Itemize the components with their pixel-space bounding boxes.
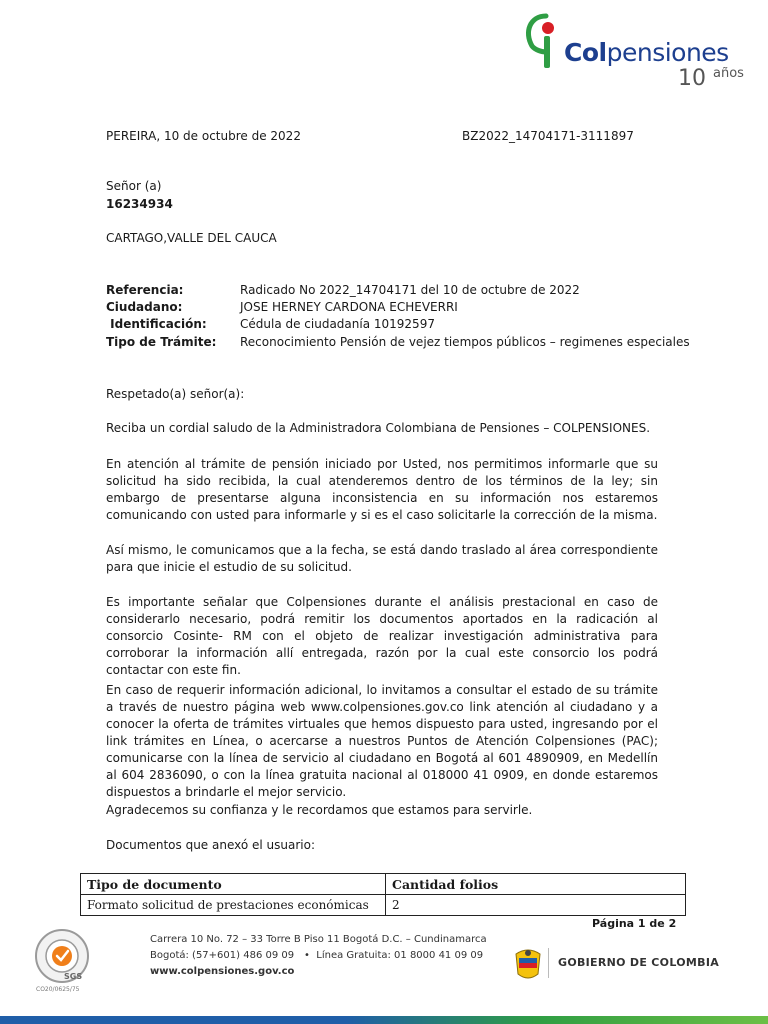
ref-label: Referencia: [106,283,184,297]
citizen-value: JOSE HERNEY CARDONA ECHEVERRI [240,300,458,314]
footer-toll-free [304,948,483,964]
footer-address: Carrera 10 No. 72 – 33 Torre B Piso 11 Bogotá D.C. – Cundinamarca [150,934,487,945]
recipient-id: 16234934 [106,197,173,211]
footer-phone: Bogotá: (57+601) 486 09 09 [150,950,295,961]
paragraph-6: Agradecemos su confianza y le recordamos que estamos para servirle. [106,803,533,817]
footer-toll-free-text: Línea Gratuita: 01 8000 41 09 09 [316,950,484,961]
footer-website[interactable]: www.colpensiones.gov.co [150,966,295,977]
brand-wordmark: Colpensiones [564,38,729,67]
recipient-salutation: Señor (a) [106,179,162,193]
cell-document-type: Formato solicitud de prestaciones económicas [81,895,386,916]
certificate-code: CO20/0625/75 [36,986,80,993]
recipient-city: CARTAGO,VALLE DEL CAUCA [106,231,277,245]
procedure-type-label: Tipo de Trámite: [106,335,217,349]
gov-label: GOBIERNO DE COLOMBIA [558,956,720,969]
sgs-certification-badge [34,928,94,988]
footer-phone-separator: • [304,950,317,961]
colombia-coat-of-arms-icon [510,944,546,984]
procedure-type-value: Reconocimiento Pensión de vejez tiempos públicos – regimenes especiales [240,335,690,349]
citizen-label: Ciudadano: [106,300,183,314]
paragraph-2: En atención al trámite de pensión iniciado por Usted, nos permitimos informarle que su solicitud ha sido recibida, la cual atenderemos dentro de los términos de la ley; sin embargo de presentarse alguna inconsistencia en su información nos estaremos comunicando con usted para informarle y si es el caso solicitarle la corrección de la misma. [106,457,658,522]
colpensiones-logo [520,12,750,92]
paragraph-1: Reciba un cordial saludo de la Administradora Colombiana de Pensiones – COLPENSIONES. [106,421,651,435]
column-header-folio-count: Cantidad folios [386,874,686,895]
anniversary-mark: 10 $^{años}$ [678,66,744,91]
sgs-label: SGS [64,972,83,981]
attachments-intro: Documentos que anexó el usuario: [106,838,316,852]
table-header-row [81,874,686,895]
paragraph-5: En caso de requerir información adicional, lo invitamos a consultar el estado de su trámite a través de nuestro página web www.colpensiones.gov.co link atención al ciudadano y a conocer la oferta de trámites virtuales que hemos dispuesto para usted, ingresando por el link trámites en Línea, o acercarse a nuestros Puntos de Atención Colpensiones (PAC); comunicarse con la línea de servicio al ciudadano en Bogotá al 601 4890909, en Medellín al 604 2836090, o con la línea gratuita nacional al 018000 41 0909, en donde estaremos dispuestos a brindarle el mejor servicio. [106,683,658,799]
government-logo [510,944,750,984]
cell-folio-count: 2 [386,895,686,916]
footer-color-bar [0,1016,768,1024]
reference-code: BZ2022_14704171-3111897 [462,129,634,143]
paragraph-4: Es importante señalar que Colpensiones durante el análisis prestacional en caso de considerarlo necesario, podrá remitir los documentos aportados en la radicación al consorcio Cosinte- RM con el objeto de realizar investigación administrativa para corroborar la información allí entregada, razón por la cual este consorcio los podrá contactar con este fin. [106,595,658,677]
gov-divider [548,948,549,978]
greeting: Respetado(a) señor(a): [106,387,245,401]
paragraph-3: Así mismo, le comunicamos que a la fecha, se está dando traslado al área correspondiente para que inicie el estudio de su solicitud. [106,543,658,574]
colpensiones-figure-icon [520,12,570,72]
column-header-document-type: Tipo de documento [81,874,386,895]
page-indicator: Página 1 de 2 [592,917,677,930]
identification-value: Cédula de ciudadanía 10192597 [240,317,435,331]
ref-value: Radicado No 2022_14704171 del 10 de octubre de 2022 [240,283,580,297]
identification-label: Identificación: [106,317,207,331]
documents-table [80,873,686,916]
table-row [81,895,686,916]
place-date: PEREIRA, 10 de octubre de 2022 [106,129,301,143]
